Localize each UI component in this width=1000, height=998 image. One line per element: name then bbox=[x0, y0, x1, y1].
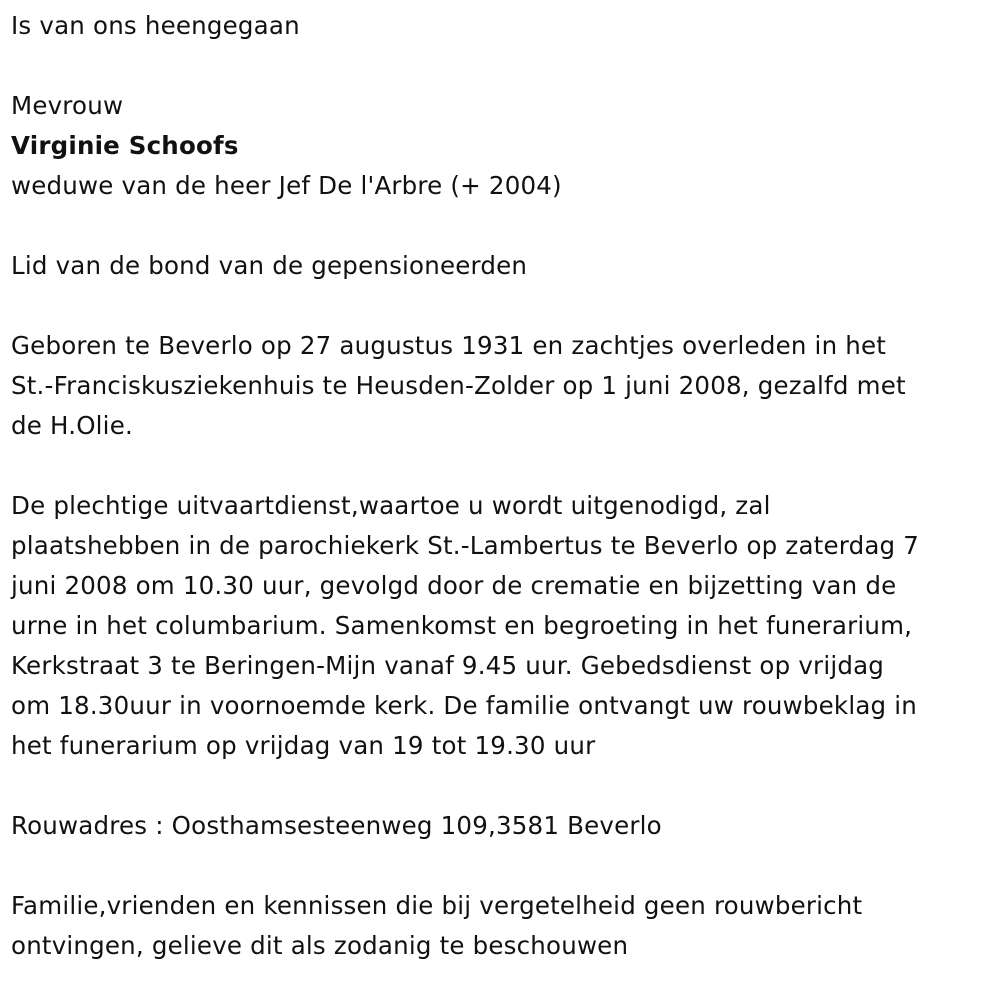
obituary-notice bbox=[11, 6, 996, 966]
spacer bbox=[11, 286, 996, 326]
paragraph-line: het funerarium op vrijdag van 19 tot 19.30 uur bbox=[11, 731, 596, 760]
paragraph-line: urne in het columbarium. Samenkomst en begroeting in het funerarium, bbox=[11, 611, 913, 640]
membership-line: Lid van de bond van de gepensioneerden bbox=[11, 251, 528, 280]
paragraph-line: om 18.30uur in voornoemde kerk. De familie ontvangt uw rouwbeklag in bbox=[11, 691, 918, 720]
paragraph-line: De plechtige uitvaartdienst,waartoe u wordt uitgenodigd, zal bbox=[11, 491, 771, 520]
paragraph-line: juni 2008 om 10.30 uur, gevolgd door de crematie en bijzetting van de bbox=[11, 571, 897, 600]
paragraph-line: Geboren te Beverlo op 27 augustus 1931 en zachtjes overleden in het bbox=[11, 331, 887, 360]
paragraph-line: de H.Olie. bbox=[11, 411, 133, 440]
deceased-name: Virginie Schoofs bbox=[11, 131, 239, 160]
funeral-paragraph bbox=[11, 486, 996, 766]
salutation: Mevrouw bbox=[11, 91, 124, 120]
intro-line: Is van ons heengegaan bbox=[11, 11, 300, 40]
paragraph-line: Kerkstraat 3 te Beringen-Mijn vanaf 9.45 uur. Gebedsdienst op vrijdag bbox=[11, 651, 885, 680]
spacer bbox=[11, 446, 996, 486]
paragraph-line: ontvingen, gelieve dit als zodanig te beschouwen bbox=[11, 931, 629, 960]
spacer bbox=[11, 766, 996, 806]
paragraph-line: Familie,vrienden en kennissen die bij vergetelheid geen rouwbericht bbox=[11, 891, 863, 920]
spouse-line: weduwe van de heer Jef De l'Arbre (+ 2004) bbox=[11, 171, 562, 200]
birth-death-paragraph bbox=[11, 326, 996, 446]
mourning-address: Rouwadres : Oosthamsesteenweg 109,3581 Beverlo bbox=[11, 811, 662, 840]
spacer bbox=[11, 846, 996, 886]
spacer bbox=[11, 46, 996, 86]
paragraph-line: St.-Franciskusziekenhuis te Heusden-Zolder op 1 juni 2008, gezalfd met bbox=[11, 371, 906, 400]
closing-paragraph bbox=[11, 886, 996, 966]
spacer bbox=[11, 206, 996, 246]
paragraph-line: plaatshebben in de parochiekerk St.-Lambertus te Beverlo op zaterdag 7 bbox=[11, 531, 920, 560]
